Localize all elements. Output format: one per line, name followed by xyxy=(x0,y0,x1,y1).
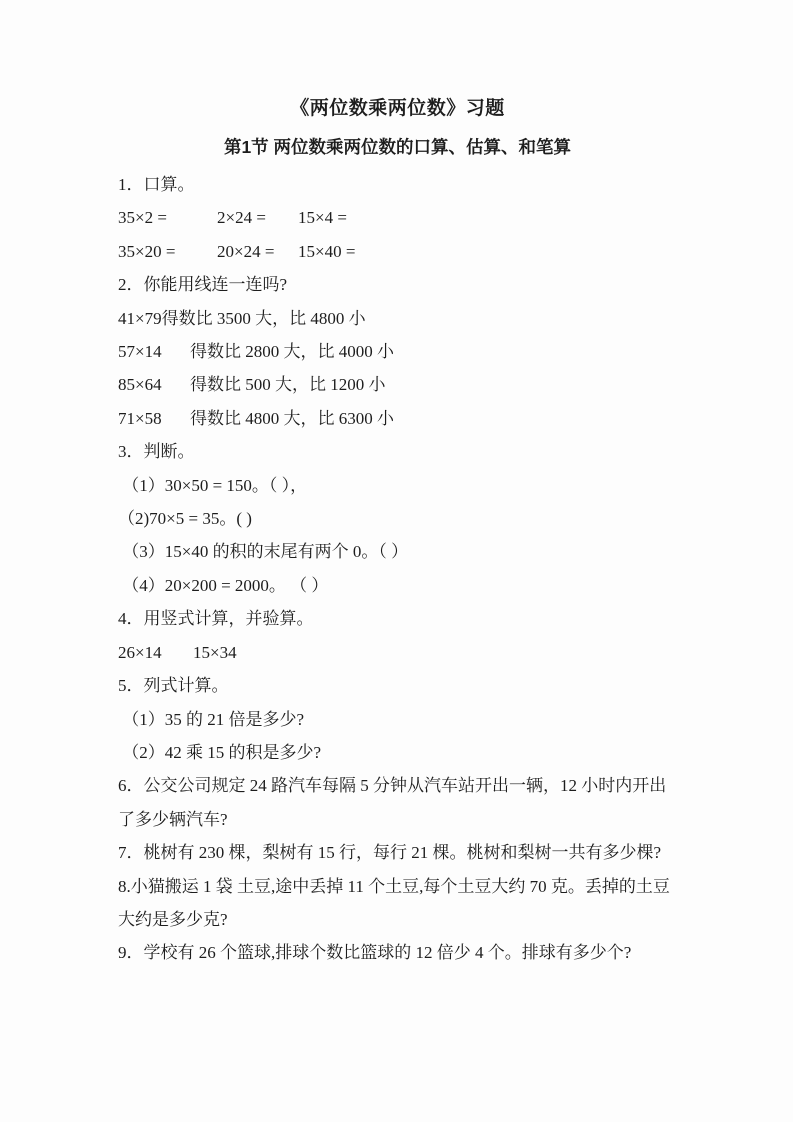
q1-expression-5: 20×24 = xyxy=(217,241,275,261)
q2-match-row xyxy=(118,335,677,368)
worksheet-subtitle: 第1节 两位数乘两位数的口算、估算、和笔算 xyxy=(223,137,572,157)
q3-heading: 3．判断。 xyxy=(118,442,195,462)
q4-row xyxy=(118,636,677,669)
q2-expression-2: 57×14 xyxy=(118,342,162,362)
q2-match-row xyxy=(118,402,677,435)
q5-item-1: （1）35 的 21 倍是多少? xyxy=(118,709,305,729)
q3-item-1: （1）30×50 = 150。（ ）， xyxy=(118,475,308,495)
q3-item-4: （4）20×200 = 2000。 （ ） xyxy=(118,575,329,595)
q6-problem: 6．公交公司规定 24 路汽车每隔 5 分钟从汽车站开出一辆，12 小时内开出了多少辆汽车? xyxy=(118,776,667,829)
q2-range-4: 得数比 4800 大，比 6300 小 xyxy=(190,408,394,428)
q2-match-row xyxy=(118,302,677,335)
worksheet-body xyxy=(118,168,677,970)
q2-expression-1: 41×79 xyxy=(118,308,162,328)
q1-expression-2: 2×24 = xyxy=(217,208,266,228)
q2-heading: 2．你能用线连一连吗? xyxy=(118,275,288,295)
q1-expression-3: 15×4 = xyxy=(298,208,347,228)
q2-range-3: 得数比 500 大，比 1200 小 xyxy=(190,375,386,395)
q1-heading: 1．口算。 xyxy=(118,175,195,194)
q1-expression-4: 35×20 = xyxy=(118,241,176,261)
q2-expression-3: 85×64 xyxy=(118,375,162,395)
q4-expression-1: 26×14 xyxy=(118,642,162,662)
q4-heading: 4．用竖式计算，并验算。 xyxy=(118,609,314,629)
q1-row-1 xyxy=(118,201,677,234)
q1-expression-1: 35×2 = xyxy=(118,208,167,228)
q5-item-2: （2）42 乘 15 的积是多少? xyxy=(118,742,322,762)
q1-row-2 xyxy=(118,235,677,268)
q7-problem: 7．桃树有 230 棵，梨树有 15 行，每行 21 棵。桃树和梨树一共有多少棵? xyxy=(118,843,662,863)
q1-expression-6: 15×40 = xyxy=(298,241,356,261)
q2-match-row xyxy=(118,368,677,401)
q5-heading: 5．列式计算。 xyxy=(118,676,229,696)
q3-item-3: （3）15×40 的积的末尾有两个 0。（ ） xyxy=(118,542,409,562)
q9-problem: 9．学校有 26 个篮球,排球个数比篮球的 12 倍少 4 个。排球有多少个? xyxy=(118,943,632,963)
q4-expression-2: 15×34 xyxy=(193,642,237,662)
q2-range-2: 得数比 2800 大，比 4000 小 xyxy=(190,342,394,362)
q2-expression-4: 71×58 xyxy=(118,408,162,428)
q8-problem: 8.小猫搬运 1 袋 土豆,途中丢掉 11 个土豆,每个土豆大约 70 克。丢掉的土豆大约是多少克? xyxy=(118,876,670,929)
q3-item-2: （2)70×5 = 35。( ) xyxy=(118,509,252,529)
q2-range-1: 得数比 3500 大，比 4800 小 xyxy=(161,308,366,328)
worksheet-title: 《两位数乘两位数》习题 xyxy=(290,98,505,119)
